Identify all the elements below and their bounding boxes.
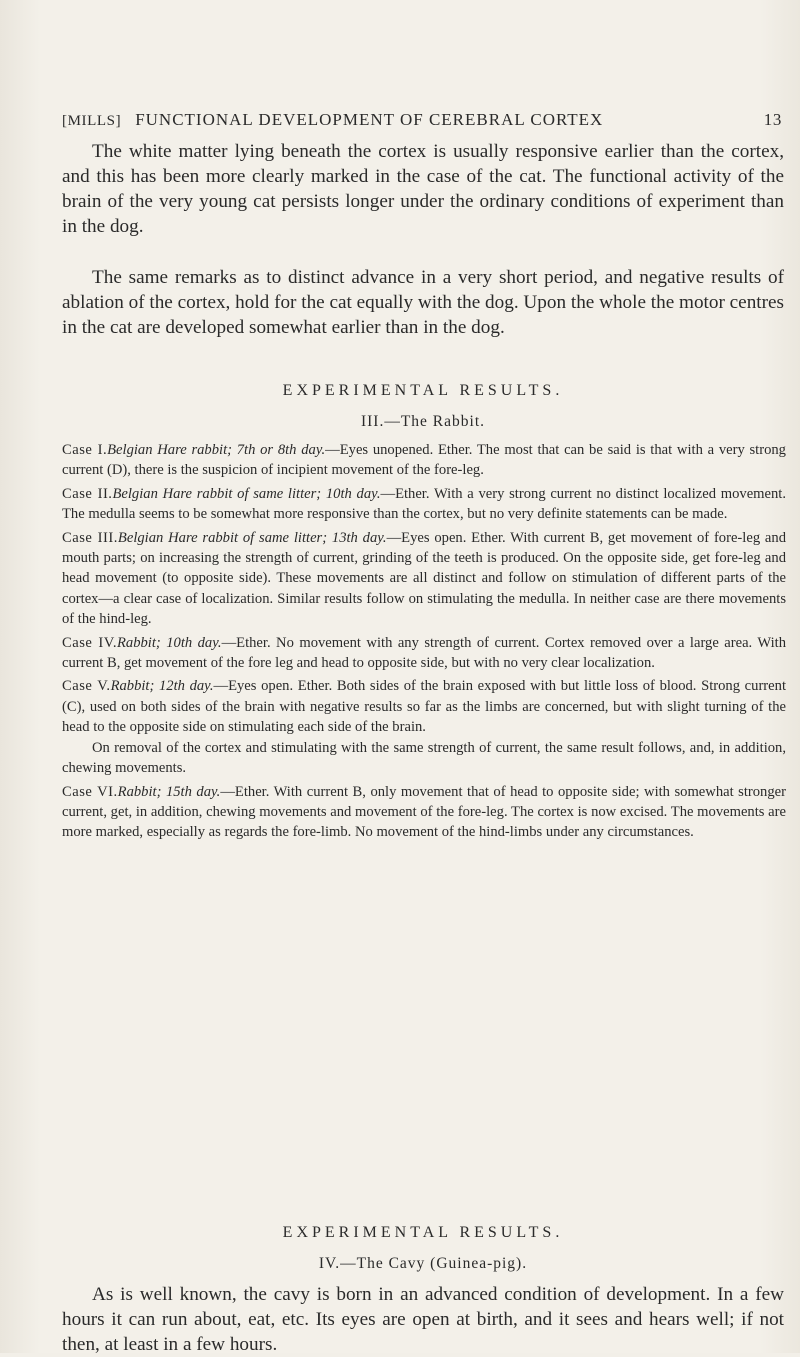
case-item (62, 528, 786, 630)
case-subject: Belgian Hare rabbit; 7th or 8th day. (107, 442, 326, 458)
case-item (62, 676, 786, 778)
case-text: —Eyes open. Ether. With current B, get movement of fore-leg and mouth parts; on increasing the strength of current, grinding of the teeth is produced. On the opposite side, get fore-leg and head movement (to opposite side). These movements are all distinct and follow on stimulation of different parts of the cortex—a clear case of localization. Similar results follow on stimulating the medulla. In neither case are there movements of the hind-leg. (62, 529, 787, 628)
case-label: Case V. (62, 678, 111, 695)
final-paragraph: As is well known, the cavy is born in an advanced condition of development. In a few hours it can run about, eat, etc. Its eyes are open at birth, and it sees and hears well; if not then, at least in a few hours. (62, 1284, 784, 1355)
case-label: Case VI. (62, 783, 118, 800)
running-head-author: [MILLS] (62, 113, 122, 129)
case-item (62, 782, 786, 843)
case-text: —Ether. With current B, only movement that of head to opposite side; with somewhat stronger current, get, in addition, chewing movements and movement of the fore-leg. The cortex is now excised. The movements are more marked, especially as regards the fore-limb. No movement of the hind-limbs under any circumstances. (62, 783, 786, 841)
case-label: Case IV. (62, 634, 117, 651)
case-text: On removal of the cortex and stimulating with the same strength of current, the same result follows, and, in addition, chewing movements. (62, 739, 786, 777)
subsection-heading-cavy: IV.—The Cavy (Guinea-pig). (318, 1255, 528, 1272)
running-head (62, 110, 782, 130)
case-list (62, 440, 786, 846)
running-head-title: FUNCTIONAL DEVELOPMENT OF CEREBRAL CORTEX (135, 110, 604, 129)
intro-paragraph: The white matter lying beneath the cortex is usually responsive earlier than the cortex, and this has been more clearly marked in the case of the cat. The functional activity of the brain of the very young cat persists longer under the ordinary conditions of experiment than in the dog. (62, 141, 784, 237)
case-text: —Ether. No movement with any strength of current. Cortex removed over a large area. With current B, get movement of the fore leg and head to opposite side, but with no very clear localization. (62, 634, 787, 672)
case-label: Case III. (62, 529, 118, 546)
second-paragraph: The same remarks as to distinct advance in a very short period, and negative results of ablation of the cortex, hold for the cat equally with the dog. Upon the whole the motor centres in the cat are developed somewhat earlier than in the dog. (62, 267, 784, 338)
case-subject: Belgian Hare rabbit of same litter; 13th day. (117, 529, 387, 546)
subsection-heading-rabbit: III.—The Rabbit. (360, 413, 486, 430)
case-text: —Ether. With a very strong current no distinct localized movement. The medulla seems to be somewhat more responsive than the cortex, but no very definite statements can be made. (62, 485, 787, 523)
section-heading-rabbit: EXPERIMENTAL RESULTS. (282, 382, 564, 399)
case-subject: Belgian Hare rabbit of same litter; 10th day. (112, 485, 381, 502)
case-item (62, 440, 786, 481)
case-subject: Rabbit; 15th day. (117, 783, 221, 800)
case-subject: Rabbit; 10th day. (117, 634, 222, 651)
case-subject: Rabbit; 12th day. (110, 678, 214, 695)
section-heading-cavy: EXPERIMENTAL RESULTS. (282, 1224, 564, 1241)
case-text: —Eyes open. Ether. Both sides of the brain exposed with but little loss of blood. Strong current (C), used on both sides of the brain with negative results so far as the limbs are concerned, but with slight turning of the head to the opposite side on stimulating each side of the brain. (62, 678, 786, 736)
case-item (62, 484, 786, 525)
page-number: 13 (763, 110, 782, 129)
case-label: Case II. (62, 485, 113, 502)
case-text: —Eyes unopened. Ether. The most that can be said is that with a very strong current (D), there is the suspicion of incipient movement of the fore-leg. (62, 442, 786, 479)
case-label: Case I. (62, 442, 108, 458)
case-item (62, 633, 786, 674)
